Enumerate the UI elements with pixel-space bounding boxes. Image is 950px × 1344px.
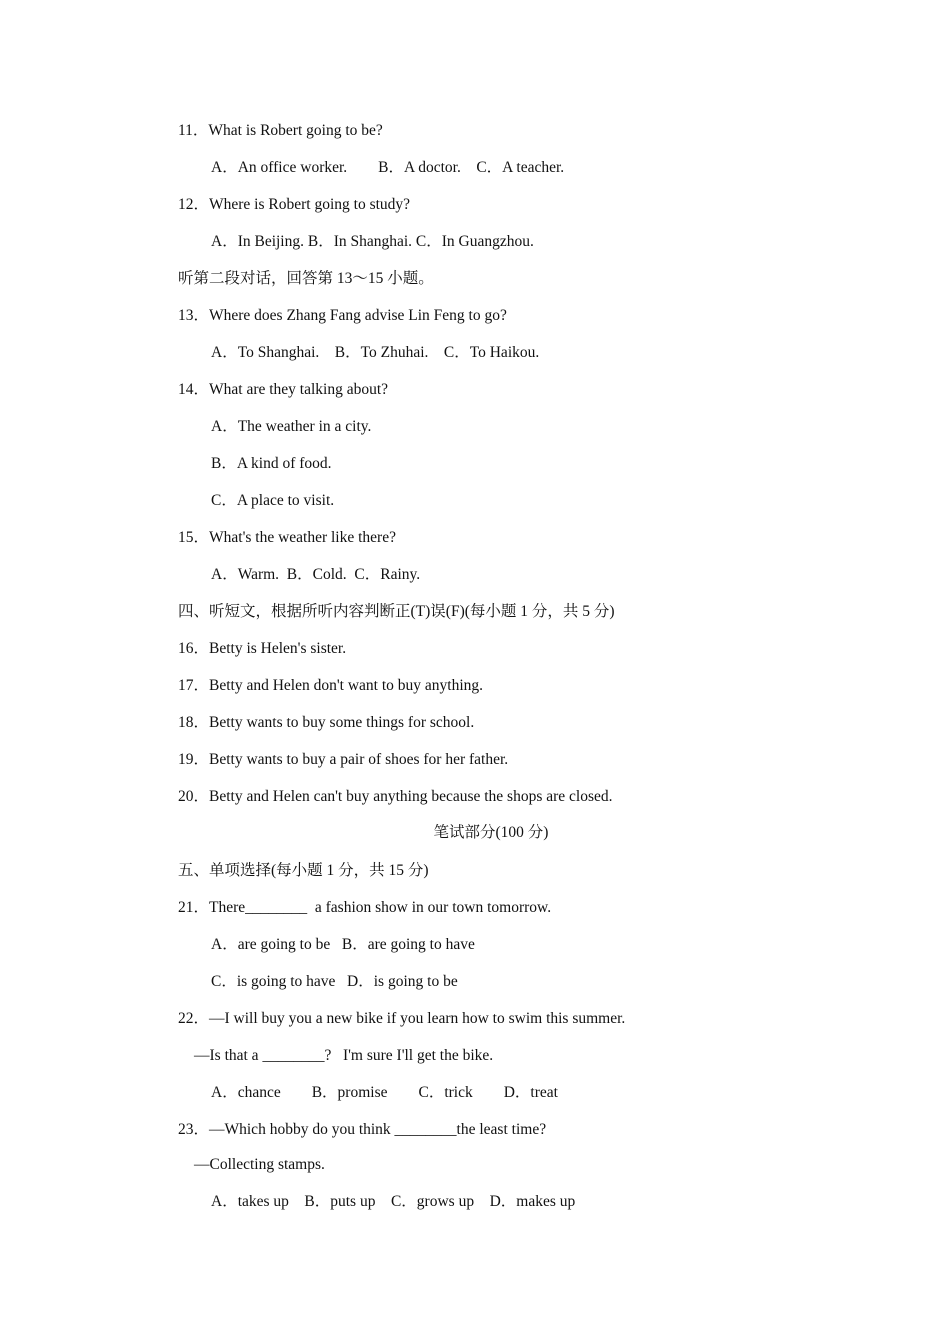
section-four-heading: 四、听短文，根据所听内容判断正(T)误(F)(每小题 1 分，共 5 分) (178, 603, 615, 620)
question-20: 20．Betty and Helen can't buy anything because the shops are closed. (178, 788, 613, 805)
section-five-heading: 五、单项选择(每小题 1 分，共 15 分) (178, 862, 429, 879)
question-22: 22．—I will buy you a new bike if you learn how to swim this summer. (178, 1010, 626, 1027)
question-14-option-a: A．The weather in a city. (211, 418, 372, 435)
question-23-reply: —Collecting stamps. (194, 1156, 325, 1173)
question-16: 16．Betty is Helen's sister. (178, 640, 347, 657)
question-14: 14．What are they talking about? (178, 381, 389, 398)
question-11-options: A．An office worker. B．A doctor. C．A teacher. (211, 159, 565, 176)
question-21: 21．There________ a fashion show in our town tomorrow. (178, 899, 552, 916)
question-15-options: A．Warm. B．Cold. C．Rainy. (211, 566, 421, 583)
question-11: 11．What is Robert going to be? (178, 122, 383, 139)
question-23: 23．—Which hobby do you think ________the least time? (178, 1121, 547, 1138)
question-15: 15．What's the weather like there? (178, 529, 396, 546)
question-13: 13．Where does Zhang Fang advise Lin Feng to go? (178, 307, 507, 324)
section-instruction-dialogue-2: 听第二段对话，回答第 13～15 小题。 (178, 270, 434, 287)
question-23-options: A．takes up B．puts up C．grows up D．makes up (211, 1193, 576, 1210)
question-17: 17．Betty and Helen don't want to buy anything. (178, 677, 483, 694)
question-21-options-cd: C．is going to have D．is going to be (211, 973, 458, 990)
question-14-option-b: B．A kind of food. (211, 455, 332, 472)
question-13-options: A．To Shanghai. B．To Zhuhai. C．To Haikou. (211, 344, 540, 361)
question-22-options: A．chance B．promise C．trick D．treat (211, 1084, 558, 1101)
question-12-options: A．In Beijing. B．In Shanghai. C．In Guangzhou. (211, 233, 534, 250)
question-12: 12．Where is Robert going to study? (178, 196, 411, 213)
question-18: 18．Betty wants to buy some things for school. (178, 714, 475, 731)
question-22-reply: —Is that a ________? I'm sure I'll get the bike. (194, 1047, 494, 1064)
written-part-title: 笔试部分(100 分) (433, 824, 549, 841)
question-14-option-c: C．A place to visit. (211, 492, 335, 509)
question-21-options-ab: A．are going to be B．are going to have (211, 936, 475, 953)
question-19: 19．Betty wants to buy a pair of shoes for her father. (178, 751, 509, 768)
